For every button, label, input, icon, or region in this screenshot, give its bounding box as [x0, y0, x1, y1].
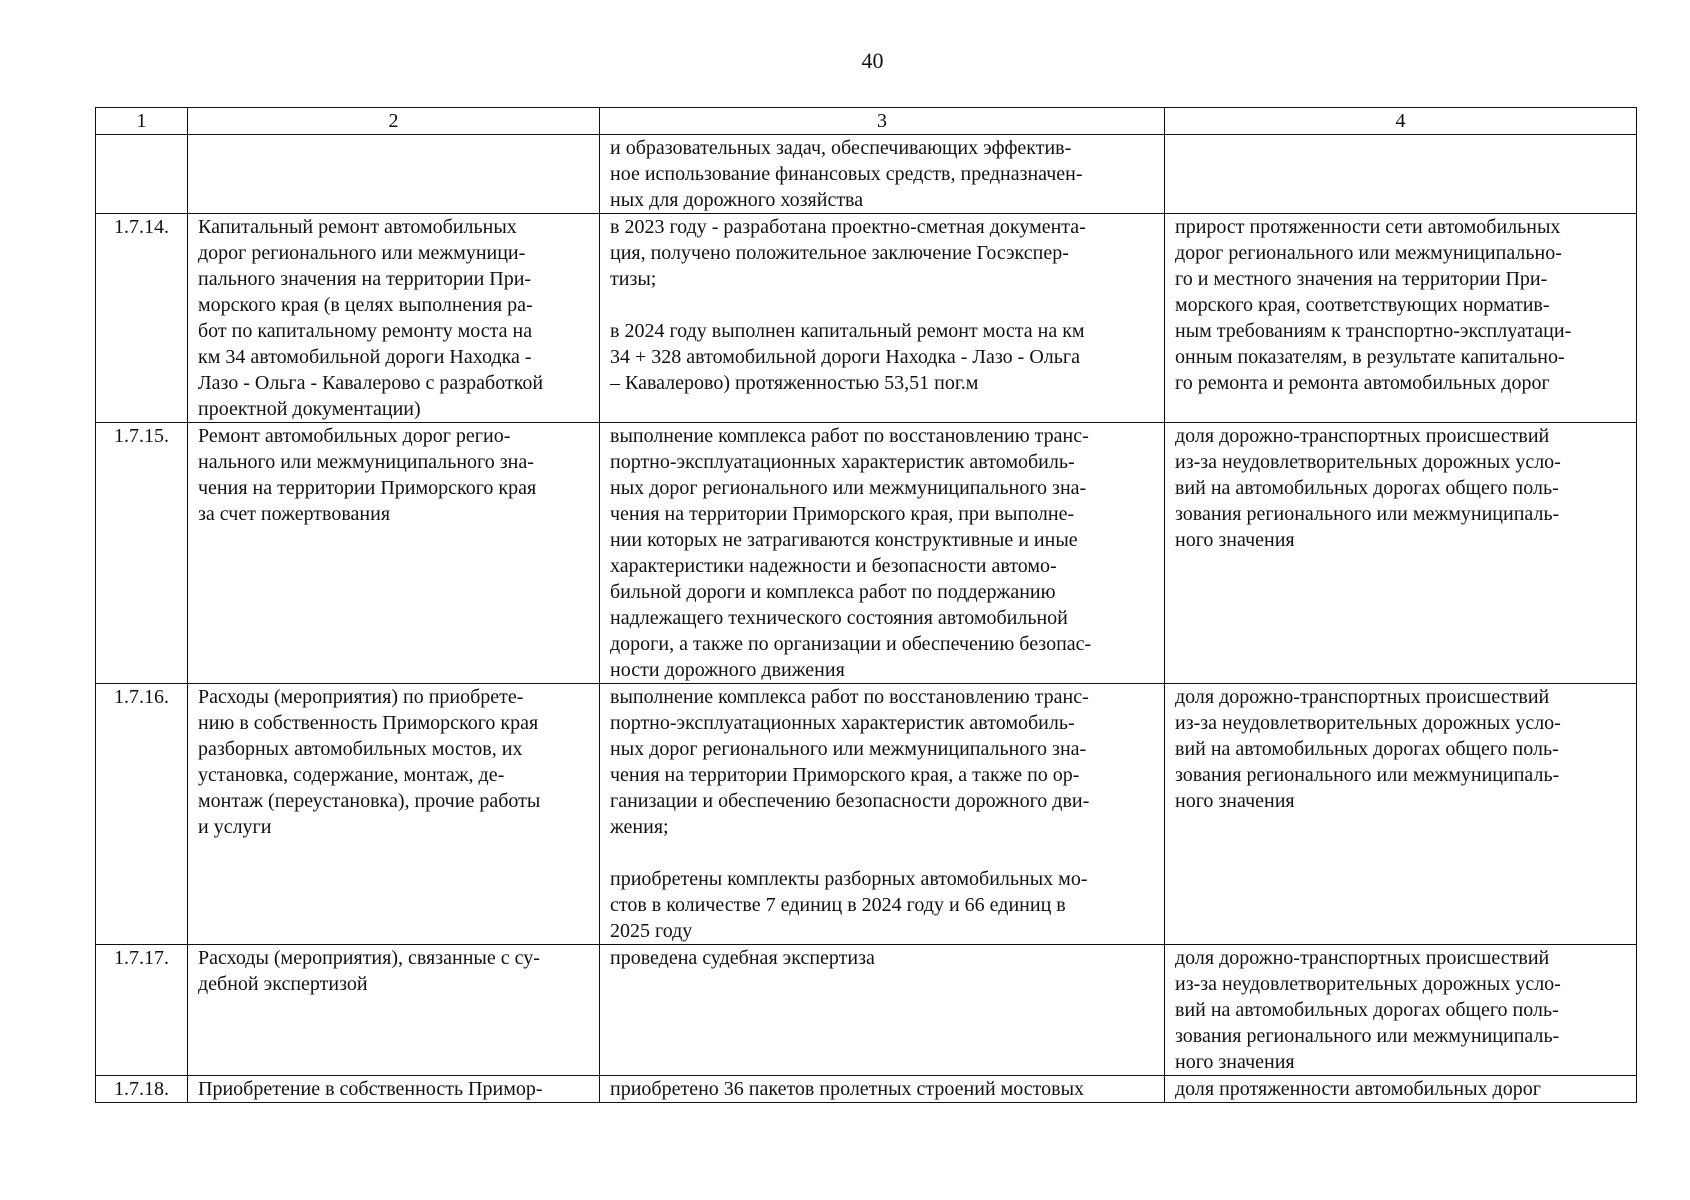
- cell-text-line: выполнение комплекса работ по восстановлению транс-: [610, 686, 1089, 708]
- cell-text-line: доля дорожно-транспортных происшествий: [1175, 686, 1550, 708]
- measure-name-cell: [188, 684, 600, 945]
- cell-text-line: Ремонт автомобильных дорог регио-: [198, 425, 511, 447]
- cell-text-line: ным требованиям к транспортно-эксплуатаци-: [1175, 320, 1572, 342]
- cell-text-line: доля дорожно-транспортных происшествий: [1175, 425, 1550, 447]
- cell-text-line: зования регионального или межмуниципаль-: [1175, 1025, 1560, 1047]
- cell-text-line: монтаж (переустановка), прочие работы: [198, 790, 541, 812]
- column-header: 1: [96, 108, 188, 135]
- result-cell: [600, 945, 1165, 1076]
- cell-text-line: ных дорог регионального или межмуниципального зна-: [610, 477, 1087, 499]
- measure-name-cell: [188, 423, 600, 684]
- cell-text-line: ного значения: [1175, 529, 1295, 551]
- cell-text-line: надлежащего технического состояния автомобильной: [610, 607, 1068, 629]
- measures-table: [95, 107, 1637, 1103]
- cell-text-line: вий на автомобильных дорогах общего поль-: [1175, 738, 1559, 760]
- row-number-cell: 1.7.16.: [96, 684, 188, 945]
- row-number-cell: 1.7.17.: [96, 945, 188, 1076]
- cell-text-line: км 34 автомобильной дороги Находка -: [198, 346, 532, 368]
- cell-text-line: дебной экспертизой: [198, 973, 368, 995]
- cell-text-line: – Кавалерово) протяженностью 53,51 пог.м: [610, 372, 979, 394]
- cell-text-line: приобретены комплекты разборных автомобильных мо-: [610, 868, 1088, 890]
- column-header: 2: [188, 108, 600, 135]
- cell-text-line: морского края (в целях выполнения ра-: [198, 294, 533, 316]
- cell-text-line: онным показателям, в результате капитально-: [1175, 346, 1565, 368]
- indicator-cell: [1165, 423, 1637, 684]
- cell-text-line: морского края, соответствующих норматив-: [1175, 294, 1550, 316]
- cell-text-line: и образовательных задач, обеспечивающих эффектив-: [610, 137, 1072, 159]
- cell-text-line: характеристики надежности и безопасности автомо-: [610, 555, 1057, 577]
- cell-text-line: 2025 году: [610, 920, 693, 942]
- cell-text-line: прирост протяженности сети автомобильных: [1175, 216, 1561, 238]
- cell-text-line: пального значения на территории При-: [198, 268, 532, 290]
- indicator-cell: [1165, 214, 1637, 423]
- cell-text-line: ных для дорожного хозяйства: [610, 189, 864, 211]
- cell-text-line: ция, получено положительное заключение Госэкспер-: [610, 242, 1069, 264]
- table-body: [96, 135, 1637, 1103]
- cell-text-line: проектной документации): [198, 398, 421, 420]
- cell-text-line: нального или межмуниципального зна-: [198, 451, 534, 473]
- row-number-cell: 1.7.18.: [96, 1076, 188, 1103]
- cell-text-line: ных дорог регионального или межмуниципального зна-: [610, 738, 1087, 760]
- cell-text-line: бильной дороги и комплекса работ по поддержанию: [610, 581, 1056, 603]
- table-row: [96, 945, 1637, 1076]
- cell-text-line: выполнение комплекса работ по восстановлению транс-: [610, 425, 1089, 447]
- measure-name-cell: [188, 214, 600, 423]
- result-cell: [600, 214, 1165, 423]
- cell-text-line: установка, содержание, монтаж, де-: [198, 764, 505, 786]
- cell-text-line: дороги, а также по организации и обеспечению безопас-: [610, 633, 1092, 655]
- cell-text-line: в 2024 году выполнен капитальный ремонт моста на км: [610, 320, 1085, 342]
- measure-name-cell: [188, 1076, 600, 1103]
- row-number-cell: [96, 135, 188, 214]
- row-number-cell: 1.7.15.: [96, 423, 188, 684]
- cell-text-line: из-за неудовлетворительных дорожных усло-: [1175, 451, 1561, 473]
- cell-text-line: портно-эксплуатационных характеристик автомобиль-: [610, 451, 1075, 473]
- cell-text-line: за счет пожертвования: [198, 503, 391, 525]
- indicator-cell: [1165, 1076, 1637, 1103]
- cell-text-line: в 2023 году - разработана проектно-сметная документа-: [610, 216, 1086, 238]
- cell-text-line: го и местного значения на территории При-: [1175, 268, 1548, 290]
- cell-text-line: ности дорожного движения: [610, 659, 845, 681]
- cell-text-line: ного значения: [1175, 1051, 1295, 1073]
- paragraph-gap: [610, 292, 1154, 318]
- result-cell: [600, 1076, 1165, 1103]
- cell-text-line: Лазо - Ольга - Кавалерово с разработкой: [198, 372, 544, 394]
- cell-text-line: из-за неудовлетворительных дорожных усло-: [1175, 712, 1561, 734]
- cell-text-line: зования регионального или межмуниципаль-: [1175, 764, 1560, 786]
- measure-name-cell: [188, 135, 600, 214]
- cell-text-line: тизы;: [610, 268, 657, 290]
- cell-text-line: ное использование финансовых средств, предназначен-: [610, 163, 1083, 185]
- table-row: [96, 684, 1637, 945]
- cell-text-line: бот по капитальному ремонту моста на: [198, 320, 533, 342]
- table-row: [96, 423, 1637, 684]
- cell-text-line: стов в количестве 7 единиц в 2024 году и 66 единиц в: [610, 894, 1066, 916]
- cell-text-line: чения на территории Приморского края: [198, 477, 537, 499]
- result-cell: [600, 423, 1165, 684]
- cell-text-line: Расходы (мероприятия) по приобрете-: [198, 686, 524, 708]
- cell-text-line: нию в собственность Приморского края: [198, 712, 539, 734]
- cell-text-line: и услуги: [198, 816, 272, 838]
- result-cell: [600, 135, 1165, 214]
- cell-text-line: приобретено 36 пакетов пролетных строений мостовых: [610, 1078, 1085, 1100]
- table-row: [96, 135, 1637, 214]
- measure-name-cell: [188, 945, 600, 1076]
- cell-text-line: из-за неудовлетворительных дорожных усло-: [1175, 973, 1561, 995]
- cell-text-line: Приобретение в собственность Примор-: [198, 1078, 543, 1100]
- table-header-row: [96, 108, 1637, 135]
- cell-text-line: вий на автомобильных дорогах общего поль-: [1175, 477, 1559, 499]
- row-number-cell: 1.7.14.: [96, 214, 188, 423]
- cell-text-line: вий на автомобильных дорогах общего поль-: [1175, 999, 1559, 1021]
- cell-text-line: дорог регионального или межмуници-: [198, 242, 526, 264]
- cell-text-line: разборных автомобильных мостов, их: [198, 738, 523, 760]
- cell-text-line: ного значения: [1175, 790, 1295, 812]
- indicator-cell: [1165, 684, 1637, 945]
- cell-text-line: чения на территории Приморского края, при выполне-: [610, 503, 1075, 525]
- cell-text-line: зования регионального или межмуниципаль-: [1175, 503, 1560, 525]
- paragraph-gap: [610, 840, 1154, 866]
- table-row: [96, 1076, 1637, 1103]
- cell-text-line: доля дорожно-транспортных происшествий: [1175, 947, 1550, 969]
- indicator-cell: [1165, 945, 1637, 1076]
- cell-text-line: чения на территории Приморского края, а также по ор-: [610, 764, 1080, 786]
- cell-text-line: Капитальный ремонт автомобильных: [198, 216, 517, 238]
- cell-text-line: дорог регионального или межмуниципально-: [1175, 242, 1562, 264]
- cell-text-line: жения;: [610, 816, 669, 838]
- cell-text-line: доля протяженности автомобильных дорог: [1175, 1078, 1541, 1100]
- cell-text-line: нии которых не затрагиваются конструктивные и иные: [610, 529, 1078, 551]
- column-header: 3: [600, 108, 1165, 135]
- cell-text-line: Расходы (мероприятия), связанные с су-: [198, 947, 540, 969]
- cell-text-line: 34 + 328 автомобильной дороги Находка - Лазо - Ольга: [610, 346, 1080, 368]
- column-header: 4: [1165, 108, 1637, 135]
- cell-text-line: проведена судебная экспертиза: [610, 947, 875, 969]
- table-row: [96, 214, 1637, 423]
- result-cell: [600, 684, 1165, 945]
- cell-text-line: го ремонта и ремонта автомобильных дорог: [1175, 372, 1550, 394]
- indicator-cell: [1165, 135, 1637, 214]
- page-number: 40: [861, 48, 884, 73]
- cell-text-line: портно-эксплуатационных характеристик автомобиль-: [610, 712, 1075, 734]
- cell-text-line: ганизации и обеспечению безопасности дорожного дви-: [610, 790, 1090, 812]
